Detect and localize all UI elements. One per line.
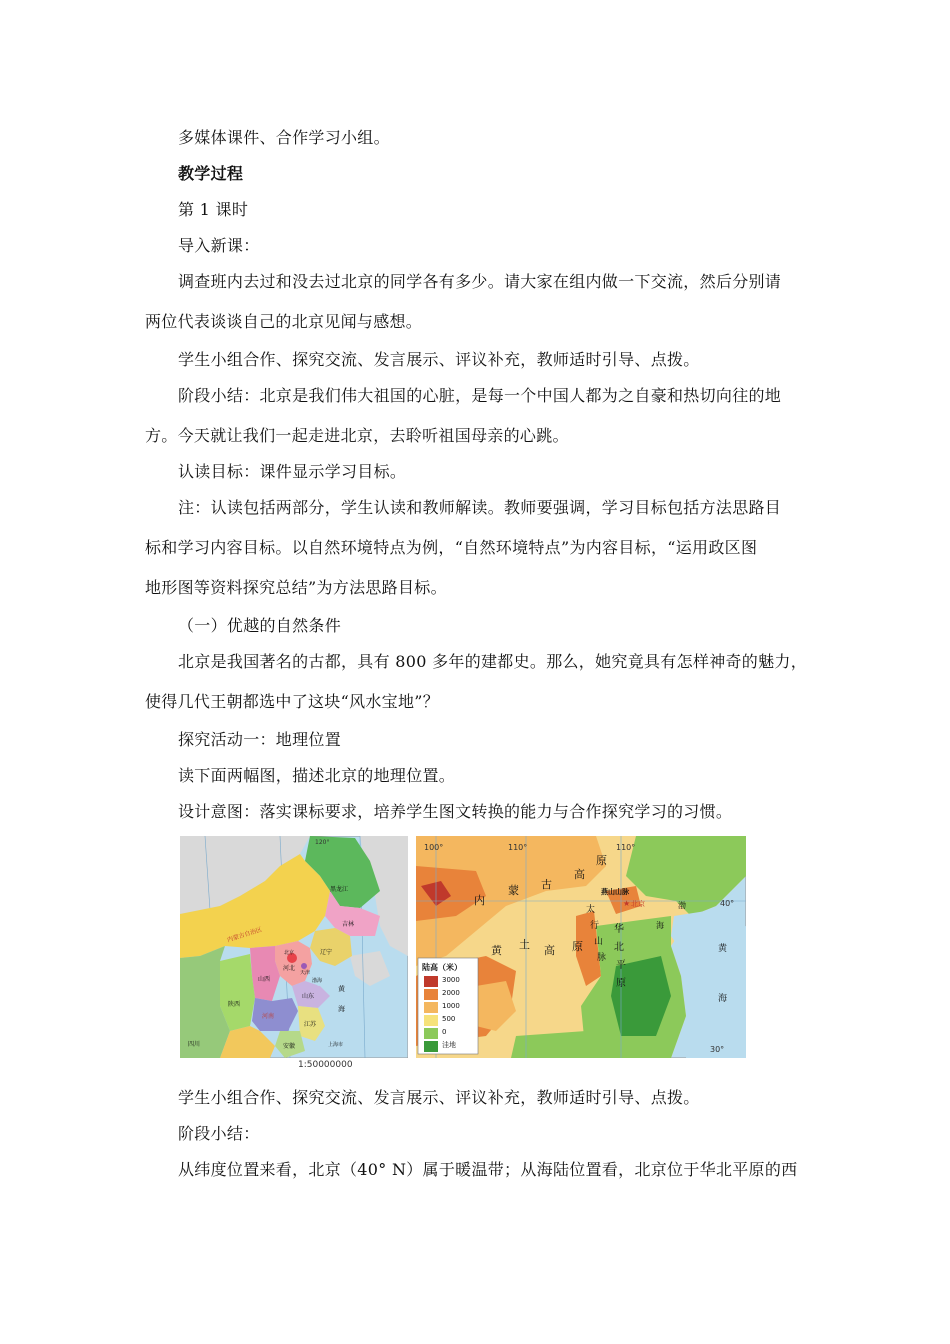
label-meng: 蒙 bbox=[508, 884, 519, 897]
paragraph-summary-1b: 方。今天就让我们一起走进北京，去聆听祖国母亲的心跳。 bbox=[145, 426, 569, 445]
label-inner-mongolia: 内蒙古自治区 bbox=[226, 926, 263, 944]
label-tianjin: 天津 bbox=[300, 970, 311, 976]
label-jiangsu: 江苏 bbox=[304, 1021, 317, 1028]
label-shanxi: 山西 bbox=[258, 976, 271, 983]
paragraph-group-work-2: 学生小组合作、探究交流、发言展示、评议补充，教师适时引导、点拨。 bbox=[178, 1088, 700, 1107]
grid-label-30: 30° bbox=[710, 1045, 725, 1054]
paragraph-intro-label: 导入新课： bbox=[178, 236, 260, 255]
paragraph-capital-2: 使得几代王朝都选中了这块“风水宝地”？ bbox=[145, 692, 440, 711]
paragraph-lesson-1: 第 1 课时 bbox=[178, 200, 249, 219]
label-heilongjiang: 黑龙江 bbox=[330, 886, 349, 893]
label-hang: 行 bbox=[590, 921, 600, 931]
label-bei: 北 bbox=[614, 942, 624, 953]
label-hebei: 河北 bbox=[283, 965, 296, 972]
label-hai-sea: 海 bbox=[718, 994, 728, 1004]
political-map bbox=[180, 836, 408, 1058]
label-tai: 太 bbox=[586, 905, 596, 915]
legend-level-label: 0 bbox=[442, 1028, 447, 1036]
legend-swatch bbox=[424, 976, 438, 987]
label-shandong: 山东 bbox=[302, 993, 315, 1000]
legend-swatch bbox=[424, 1041, 438, 1052]
label-bo: 渤 bbox=[678, 901, 686, 910]
elevation-legend bbox=[418, 958, 478, 1054]
paragraph-note-1: 注：认读包括两部分，学生认读和教师解读。教师要强调，学习目标包括方法思路目 bbox=[178, 498, 782, 517]
label-gu: 古 bbox=[541, 878, 552, 891]
label-gao2: 高 bbox=[544, 944, 555, 957]
legend-swatch bbox=[424, 1015, 438, 1026]
maps-figure bbox=[180, 836, 750, 1078]
label-huang-sea: 黄 bbox=[718, 944, 728, 954]
paragraph-activity-1: 探究活动一：地理位置 bbox=[178, 730, 342, 749]
legend-title: 陆高（米） bbox=[422, 963, 462, 972]
label-anhui: 安徽 bbox=[283, 1043, 296, 1050]
label-beijing: 北京 bbox=[284, 950, 295, 956]
label-liaoning: 辽宁 bbox=[320, 949, 333, 956]
paragraph-summary-1a: 阶段小结：北京是我们伟大祖国的心脏，是每一个中国人都为之自豪和热切向往的地 bbox=[178, 386, 782, 405]
paragraph-note-3: 地形图等资料探究总结”为方法思路目标。 bbox=[145, 578, 447, 597]
label-jilin: 吉林 bbox=[342, 921, 355, 928]
legend-swatch bbox=[424, 1002, 438, 1013]
grid-label-40: 40° bbox=[720, 899, 735, 908]
label-ping: 平 bbox=[616, 960, 626, 971]
paragraph-summary-2: 从纬度位置来看，北京（40° N）属于暖温带；从海陆位置看，北京位于华北平原的西 bbox=[178, 1160, 798, 1179]
label-henan: 河南 bbox=[262, 1013, 275, 1020]
label-yellow: 黄 bbox=[338, 985, 345, 993]
paragraph-goals: 认读目标：课件显示学习目标。 bbox=[178, 462, 407, 481]
paragraph-survey-2: 两位代表谈谈自己的北京见闻与感想。 bbox=[145, 312, 423, 331]
label-tu: 土 bbox=[519, 938, 530, 951]
label-hai: 海 bbox=[656, 921, 664, 930]
label-yanshan: 燕山山脉 bbox=[601, 888, 629, 896]
legend-swatch bbox=[424, 989, 438, 1000]
legend-level-label: 2000 bbox=[442, 989, 460, 997]
label-nei: 内 bbox=[474, 894, 485, 907]
paragraph-survey-1: 调查班内去过和没去过北京的同学各有多少。请大家在组内做一下交流，然后分别请 bbox=[178, 272, 782, 291]
paragraph-design-intent: 设计意图：落实课标要求，培养学生图文转换的能力与合作探究学习的习惯。 bbox=[178, 802, 733, 821]
label-hua: 华 bbox=[614, 924, 624, 935]
map-scale: 1:50000000 bbox=[298, 1060, 353, 1070]
paragraph-materials: 多媒体课件、合作学习小组。 bbox=[178, 128, 390, 147]
label-sea: 海 bbox=[338, 1005, 345, 1013]
svg-text:★: ★ bbox=[623, 899, 631, 908]
label-gao: 高 bbox=[574, 868, 585, 881]
label-sichuan: 四川 bbox=[188, 1041, 201, 1048]
label-shaanxi: 陕西 bbox=[228, 1001, 241, 1008]
tianjin-marker bbox=[301, 963, 307, 969]
topographic-map bbox=[416, 836, 746, 1058]
legend-swatch bbox=[424, 1028, 438, 1039]
paragraph-capital-1: 北京是我国著名的古都，具有 800 多年的建都史。那么，她究竟具有怎样神奇的魅力， bbox=[178, 652, 808, 671]
label-yuan3: 原 bbox=[572, 940, 583, 953]
paragraph-read-maps: 读下面两幅图，描述北京的地理位置。 bbox=[178, 766, 456, 785]
label-huang: 黄 bbox=[491, 944, 502, 957]
grid-label-120: 120° bbox=[315, 839, 330, 846]
legend-level-label: 1000 bbox=[442, 1002, 460, 1010]
label-yuan: 原 bbox=[596, 854, 607, 867]
grid-label-110: 110° bbox=[508, 843, 528, 852]
label-shanghai: 上海市 bbox=[328, 1042, 344, 1048]
paragraph-summary-2-label: 阶段小结： bbox=[178, 1124, 260, 1143]
label-yuan2: 原 bbox=[616, 978, 626, 989]
label-shan: 山 bbox=[594, 937, 604, 947]
label-bohai: 渤海 bbox=[312, 978, 323, 984]
legend-level-label: 洼地 bbox=[442, 1041, 456, 1049]
grid-label-110b: 110° bbox=[616, 843, 636, 852]
grid-label-100: 100° bbox=[424, 843, 444, 852]
paragraph-group-work: 学生小组合作、探究交流、发言展示、评议补充，教师适时引导、点拨。 bbox=[178, 350, 700, 369]
label-beijing-topo: 北京 bbox=[631, 900, 645, 908]
legend-level-label: 500 bbox=[442, 1015, 456, 1023]
legend-level-label: 3000 bbox=[442, 976, 460, 984]
paragraph-note-2: 标和学习内容目标。以自然环境特点为例，“自然环境特点”为内容目标，“运用政区图 bbox=[145, 538, 758, 557]
heading-teaching-process: 教学过程 bbox=[178, 164, 244, 183]
section-heading-natural-conditions: （一）优越的自然条件 bbox=[178, 616, 342, 635]
label-mai: 脉 bbox=[597, 953, 607, 963]
